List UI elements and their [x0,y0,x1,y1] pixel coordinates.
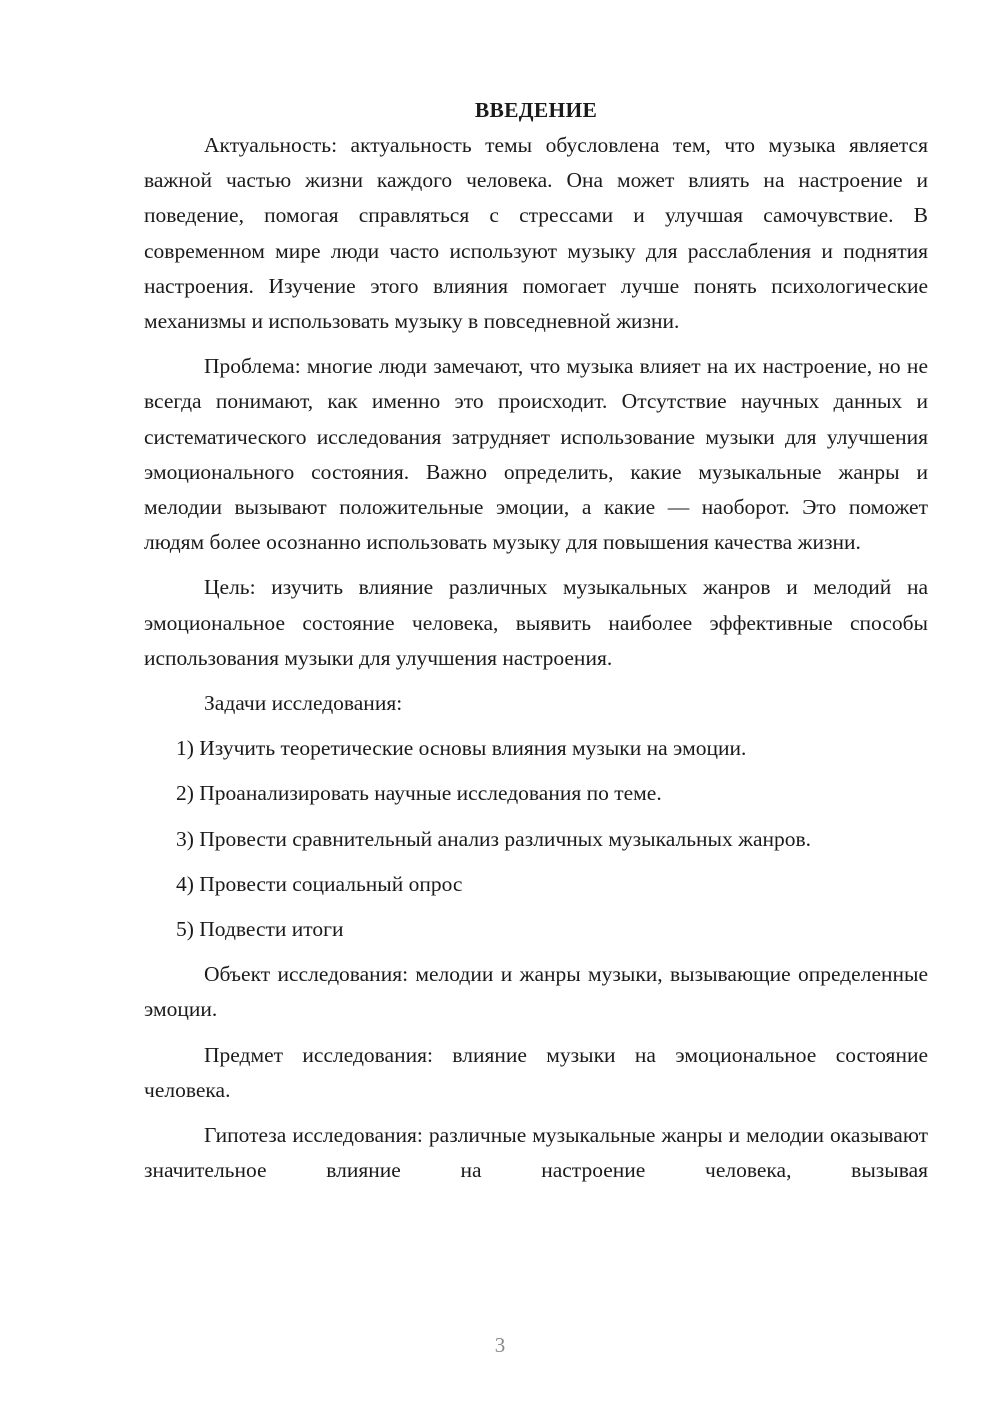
task-item: 3) Провести сравнительный анализ различных музыкальных жанров. [176,826,812,851]
goal-paragraph: Цель: изучить влияние различных музыкальных жанров и мелодий на эмоциональное состояние человека, выявить наиболее эффективные способы использования музыки для улучшения настроения. [144,575,928,670]
tasks-title: Задачи исследования: [204,691,403,716]
task-item: 5) Подвести итоги [176,917,344,942]
hypothesis-paragraph: Гипотеза исследования: различные музыкальные жанры и мелодии оказывают значительное влияние на настроение человека, вызывая [144,1123,928,1183]
subject-paragraph: Предмет исследования: влияние музыки на эмоциональное состояние человека. [144,1042,928,1102]
tasks-list [144,731,928,947]
task-item: 1) Изучить теоретические основы влияния музыки на эмоции. [176,736,747,761]
problem-paragraph: Проблема: многие люди замечают, что музыка влияет на их настроение, но не всегда понимают, как именно это происходит. Отсутствие научных данных и систематического исследования затрудняет использование музыки для улучшения эмоционального состояния. Важно определить, какие музыкальные жанры и мелодии вызывают положительные эмоции, а какие — наоборот. Это поможет людям более осознанно использовать музыку для повышения качества жизни. [144,354,928,555]
page-content [144,92,928,1198]
section-heading: ВВЕДЕНИЕ [474,98,598,122]
relevance-paragraph: Актуальность: актуальность темы обусловлена тем, что музыка является важной частью жизни каждого человека. Она может влиять на настроение и поведение, помогая справляться с стрессами и улучшая самочувствие. В современном мире люди часто используют музыку для расслабления и поднятия настроения. Изучение этого влияния помогает лучше понять психологические механизмы и использовать музыку в повседневной жизни. [144,133,928,334]
page-number: 3 [494,1333,506,1357]
object-paragraph: Объект исследования: мелодии и жанры музыки, вызывающие определенные эмоции. [144,962,928,1022]
task-item: 2) Проанализировать научные исследования по теме. [176,781,662,806]
task-item: 4) Провести социальный опрос [176,871,463,896]
